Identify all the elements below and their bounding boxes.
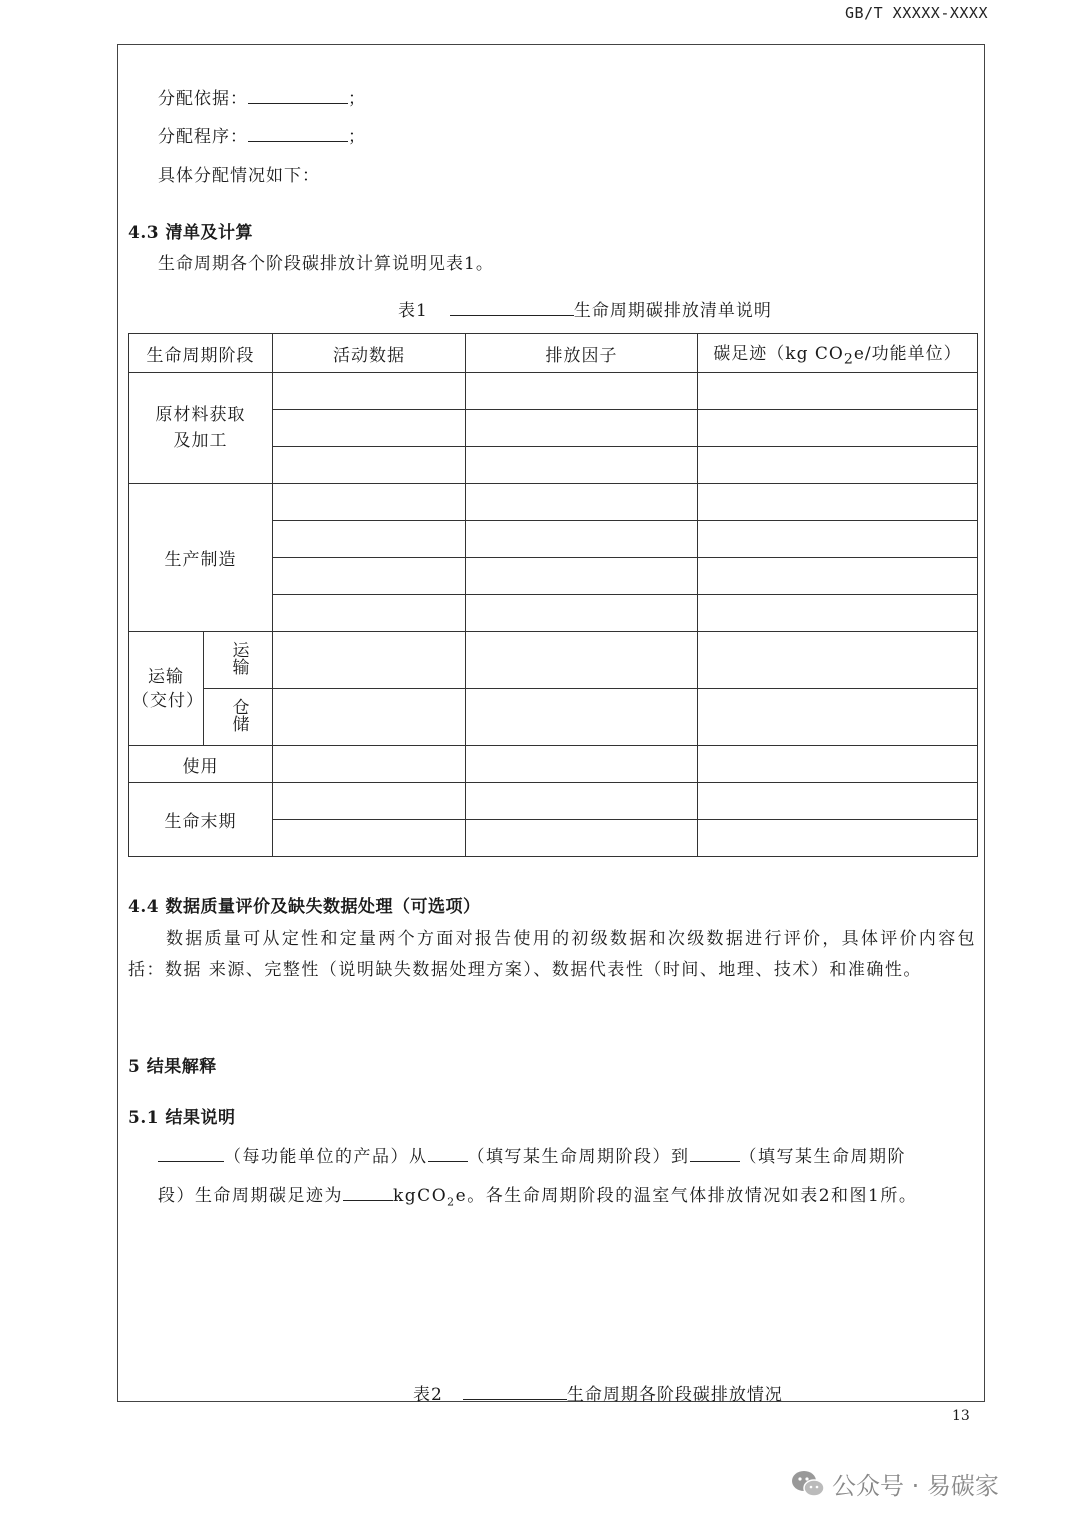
table2-caption bbox=[413, 1380, 783, 1405]
table-cell[interactable] bbox=[698, 595, 978, 632]
standard-code: GB/T XXXXX-XXXX bbox=[845, 4, 988, 22]
table1-caption-suffix: 生命周期碳排放清单说明 bbox=[573, 301, 772, 321]
table-cell[interactable] bbox=[466, 484, 698, 521]
stage-transport bbox=[204, 632, 273, 689]
table1-product-blank[interactable] bbox=[450, 301, 574, 316]
section-5-1-title: 5.1 结果说明 bbox=[128, 1108, 236, 1128]
stage-use bbox=[129, 746, 273, 783]
table-cell[interactable] bbox=[273, 632, 466, 689]
table-cell[interactable] bbox=[273, 447, 466, 484]
table-cell[interactable] bbox=[273, 689, 466, 746]
semicolon: ； bbox=[348, 89, 366, 109]
product-blank[interactable] bbox=[158, 1147, 224, 1162]
table-row bbox=[129, 373, 978, 410]
table-cell[interactable] bbox=[466, 783, 698, 820]
header-footprint-b: e/功能单位） bbox=[853, 343, 962, 364]
table-cell[interactable] bbox=[698, 447, 978, 484]
table-cell[interactable] bbox=[273, 373, 466, 410]
watermark-text: 公众号 · 易碳家 bbox=[832, 1472, 999, 1500]
table-cell[interactable] bbox=[698, 373, 978, 410]
table1-caption bbox=[398, 296, 772, 321]
stage-end-of-life-label: 生命末期 bbox=[164, 812, 237, 832]
stage-raw-material-label: 原材料获取及加工 bbox=[155, 405, 246, 451]
table-cell[interactable] bbox=[273, 558, 466, 595]
allocation-basis-line bbox=[158, 84, 366, 109]
semicolon: ； bbox=[348, 127, 366, 147]
table-cell[interactable] bbox=[466, 410, 698, 447]
table1-caption-prefix: 表1 bbox=[398, 301, 428, 321]
table-cell[interactable] bbox=[466, 595, 698, 632]
table-cell[interactable] bbox=[466, 746, 698, 783]
lifecycle-inventory-table bbox=[128, 333, 978, 857]
allocation-procedure-line bbox=[158, 122, 366, 147]
allocation-procedure-blank[interactable] bbox=[248, 127, 348, 142]
header-stage: 生命周期阶段 bbox=[129, 334, 273, 373]
result-text-4: 段）生命周期碳足迹为 bbox=[158, 1186, 343, 1206]
result-unit-sub: 2 bbox=[447, 1195, 456, 1209]
result-text-6: e。各生命周期阶段的温室气体排放情况如表2和图1所。 bbox=[455, 1186, 918, 1206]
table-cell[interactable] bbox=[273, 521, 466, 558]
table2-caption-prefix: 表2 bbox=[413, 1385, 443, 1405]
table-cell[interactable] bbox=[698, 521, 978, 558]
table-row bbox=[129, 632, 978, 689]
table-cell[interactable] bbox=[273, 410, 466, 447]
table-cell[interactable] bbox=[466, 558, 698, 595]
section-4-3-intro: 生命周期各个阶段碳排放计算说明见表1。 bbox=[158, 254, 494, 274]
table-cell[interactable] bbox=[698, 632, 978, 689]
section-4-3-title: 4.3 清单及计算 bbox=[128, 223, 253, 243]
stage-production bbox=[129, 484, 273, 632]
header-footprint bbox=[698, 334, 978, 373]
table-cell[interactable] bbox=[466, 521, 698, 558]
allocation-details-intro: 具体分配情况如下： bbox=[158, 166, 320, 186]
table-cell[interactable] bbox=[273, 746, 466, 783]
stage-transport-delivery-label: 运输（交付） bbox=[132, 666, 204, 711]
stage-transport-delivery bbox=[129, 632, 204, 746]
table-cell[interactable] bbox=[698, 484, 978, 521]
table-cell[interactable] bbox=[698, 746, 978, 783]
stage-storage bbox=[204, 689, 273, 746]
table-cell[interactable] bbox=[698, 410, 978, 447]
result-text-2: （填写某生命周期阶段）到 bbox=[467, 1147, 690, 1167]
table-cell[interactable] bbox=[273, 595, 466, 632]
section-5-title: 5 结果解释 bbox=[128, 1057, 217, 1077]
stage-production-label: 生产制造 bbox=[164, 550, 237, 570]
table2-caption-suffix: 生命周期各阶段碳排放情况 bbox=[566, 1385, 783, 1405]
table-cell[interactable] bbox=[273, 783, 466, 820]
result-line-2 bbox=[158, 1181, 917, 1208]
header-footprint-sub: 2 bbox=[843, 351, 854, 368]
table-header-row bbox=[129, 334, 978, 373]
section-4-4-title: 4.4 数据质量评价及缺失数据处理（可选项） bbox=[128, 897, 481, 917]
table2-product-blank[interactable] bbox=[463, 1385, 567, 1400]
section-4-4-body: 数据质量可从定性和定量两个方面对报告使用的初级数据和次级数据进行评价，具体评价内容包括：数据 来源、完整性（说明缺失数据处理方案）、数据代表性（时间、地理、技术）和准确性。 bbox=[128, 929, 976, 980]
header-factor: 排放因子 bbox=[466, 334, 698, 373]
table-cell[interactable] bbox=[466, 820, 698, 857]
watermark bbox=[790, 1466, 999, 1501]
table-row bbox=[129, 689, 978, 746]
table-cell[interactable] bbox=[273, 484, 466, 521]
table-row bbox=[129, 484, 978, 521]
allocation-basis-blank[interactable] bbox=[248, 89, 348, 104]
table-row bbox=[129, 783, 978, 820]
table-cell[interactable] bbox=[466, 689, 698, 746]
header-activity: 活动数据 bbox=[273, 334, 466, 373]
table-cell[interactable] bbox=[466, 632, 698, 689]
stage-use-label: 使用 bbox=[182, 756, 219, 777]
result-text-1: （每功能单位的产品）从 bbox=[224, 1147, 428, 1167]
stage-end-of-life bbox=[129, 783, 273, 857]
table-cell[interactable] bbox=[698, 783, 978, 820]
stage-transport-label: 运输 bbox=[228, 640, 249, 675]
stage-storage-label: 仓储 bbox=[228, 697, 249, 732]
table-cell[interactable] bbox=[698, 558, 978, 595]
table-cell[interactable] bbox=[466, 373, 698, 410]
page-number: 13 bbox=[952, 1408, 970, 1424]
table-cell[interactable] bbox=[698, 820, 978, 857]
header-footprint-a: 碳足迹（kg CO bbox=[713, 343, 844, 364]
result-line-1 bbox=[158, 1142, 906, 1167]
start-stage-blank[interactable] bbox=[428, 1147, 468, 1162]
result-unit: kgCO bbox=[393, 1186, 448, 1206]
table-cell[interactable] bbox=[698, 689, 978, 746]
result-text-3: （填写某生命周期阶 bbox=[739, 1147, 906, 1167]
stage-raw-material bbox=[129, 373, 273, 484]
table-row bbox=[129, 746, 978, 783]
allocation-basis-label: 分配依据： bbox=[158, 89, 248, 109]
footprint-value-blank[interactable] bbox=[343, 1186, 393, 1201]
table-cell[interactable] bbox=[273, 820, 466, 857]
end-stage-blank[interactable] bbox=[690, 1147, 740, 1162]
table-cell[interactable] bbox=[466, 447, 698, 484]
allocation-procedure-label: 分配程序： bbox=[158, 127, 248, 147]
wechat-icon bbox=[790, 1469, 826, 1499]
